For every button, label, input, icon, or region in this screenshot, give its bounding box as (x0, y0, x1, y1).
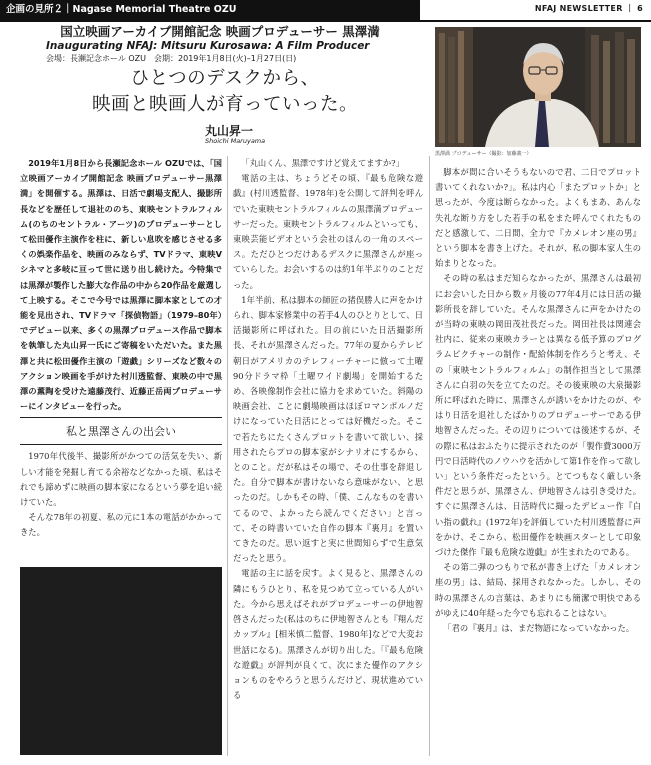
author-romaji: Shoichi Maruyama (205, 137, 266, 145)
portrait-photo (435, 27, 641, 147)
body-paragraph: その時の私はまだ知らなかったが、黒澤さんは最初にお会いした日から数ヶ月後の77年4月には日活の撮影所長を辞していた。そんな黒澤さんに声をかけたのが当時の東映の岡田茂社長だった。岡田社長は関連会社内に、従来の東映カラーとは異なる低予算のプログラムピクチャーの制作・配給体制を作ろうと考え、その「東映セントラルフィルム」の制作担当として黒澤さんに白羽の矢を立てたのだ。その後東映の大泉撮影所に呼ばれた時に、黒澤さんが誘いをかけたのが、やはり日活を退社したばかりのプロデューサーである伊地智さんだった。その辺りについては後述するが、その際に私はおふたりに提示されたのが「製作費3000万円で日活時代のノウハウを活かして第1作を作って欲しい」という条件だったという。とてつもなく厳しい条件だと思うが、黒澤さん、伊地智さんは引き受けた。すぐに黒澤さんは、日活時代に撮ったデビュー作『白い指の戯れ』(1972年)を評価していた村川透監督に声をかけ、そこから、松田優作を映画スターとして印象づけた傑作『最も危険な遊戯』が生まれたのである。 (435, 273, 641, 558)
photo-caption: 黒澤満 プロデューサー（撮影：加藤義一） (435, 151, 532, 157)
body-paragraph: 脚本が間に合いそうもないので君、二日でプロット書いてくれないか?」。私は内心「またプロットか」と思ったが、今度は断らなかった。よくもまあ、あんな失礼な断り方をした若手の私をまた呼んでくれたものだと感激して、二日間、全力で『カメレオン座の男』という脚本を書き上げた。それが、私の脚本家人生の始まりとなった。 (435, 167, 641, 269)
lead-paragraph: 2019年1月8日から長瀬記念ホール OZUでは、「国立映画アーカイブ開館記念 映画プロデューサー黒澤満」を開催する。黒澤は、日活で劇場支配人、撮影所長などを歴任して退社ののち、東映セントラルフィルム(のちのセントラル・アーツ)のプロデューサーとして松田優作主演作を柱に、新しい息吹を感じさせる多くの娯楽作品を、映画のみならず、TVドラマ、東映Vシネマと多岐に亘って世に送り出し続けた。今特集では黒澤が製作した膨大な作品の中から20作品を厳選して上映する。そこで今号では黒澤に脚本家としての才能を見出され、TVドラマ「探偵物語」（1979–80年）でデビュー以来、多くの黒澤プロデュース作品で脚本を執筆した丸山昇一氏にご寄稿をいただいた。また黒澤と共に松田優作主演の「遊戯」シリーズなど数々のアクション映画を手がけた村川透監督、東映の中で黒澤の薫陶を受けた遠藤茂行、近藤正岳両プロデューサーにインタビューを行った。 (20, 158, 222, 412)
body-paragraph: 「君の『裏月』は、まだ物語になっていなかった。 (443, 623, 635, 634)
body-paragraph: 「丸山くん、黒澤ですけど覚えてますか?」 (241, 158, 404, 168)
body-paragraph: 電話の主は、ちょうどその頃、『最も危険な遊戯』(村川透監督、1978年)を公開して評判を呼んでいた東映セントラルフィルムの黒澤満プロデューサーだった。東映セントラルフィルムといっても、東映芸能ビデオという会社のほんの一角のスペース。ただひとつだけあるデスクに黒澤さんが座っていらした。お会いするのは約1年半ぶりのことだった。 (233, 173, 423, 290)
column-3 (435, 165, 641, 636)
header-rule (0, 20, 651, 22)
section-tag: 企画の見所２｜Nagase Memorial Theatre OZU (6, 4, 237, 15)
column-divider (227, 156, 228, 756)
dark-image-panel (20, 567, 222, 755)
body-paragraph: 1年半前、私は脚本の師匠の猪俣勝人に声をかけられ、脚本家修業中の若手4人のひとりとして、日活撮影所に呼ばれた。目の前にいた日活撮影所長、それが黒澤さんだった。77年の夏からテレビ朝日がアメリカのテレフィーチャーに倣って土曜90分ドラマ枠「土曜ワイド劇場」を開始するため、各映像制作会社に協力を求めていた。斜陽の映画会社、ことに劇場映画はほぼロマンポルノだけになっていた日活にとっては好機だった。そこで若たちにたくさんプロットを書いて欲しい、採用されたらプロの脚本家がシナリオにするから、とのこと。だが私はその場で、その仕事を辞退した。自分で脚本が書けないなら意味がない、と思ったのだ。しかもその時、「僕、こんなものを書いてるので、よかったら読んでください」と言って、その時書いていた自作の脚本『裏月』を置いてきたのだ。思い返すと実に世間知らずで生意気だったと思う。 (233, 294, 423, 564)
headline (30, 66, 420, 118)
event-venue: 会場：長瀬記念ホール OZU 会期：2019年1月8日(火)–1月27日(日) (46, 54, 297, 63)
body-paragraph: そんな78年の初夏、私の元に1本の電話がかかってきた。 (20, 512, 222, 538)
headline-line-2: 映画と映画人が育っていった。 (91, 94, 358, 115)
body-paragraph: 電話の主に話を戻す。よく見ると、黒澤さんの隣にもうひとり、私を見つめて立っている人がいた。今から思えばそれがプロデューサーの伊地智啓さんだった(私はのちに伊地智さんとも『翔んだカップル』[相米慎二監督、1980年]などで大変お世話になる)。黒澤さんが切り出した。「『最も危険な遊戯』が評判が良くて、次にまた優作のアクションものをやろうと思うんだけど、現状進めている (233, 568, 423, 701)
author-name: 丸山昇一 (205, 124, 254, 138)
body-paragraph: その第二弾のつもりで私が書き上げた「カメレオン座の男」は、結局、採用されなかった。しかし、その時の黒澤さんの言葉は、あまりにも簡潔で明快であるがゆえに40年経った今でも忘れることはない。 (435, 562, 641, 618)
column-divider (429, 156, 430, 756)
body-paragraph: 1970年代後半、撮影所がかつての活気を失い、新しい才能を発掘し育てる余裕などなかった頃、私はそれでも諦めずに映画の脚本家になるという夢を追い続けていた。 (20, 451, 222, 508)
column-1 (20, 156, 222, 541)
section-header-bar (0, 0, 420, 20)
section-heading: 私と黒澤さんの出会い (20, 417, 222, 445)
column-2 (233, 156, 423, 703)
headline-line-1: ひとつのデスクから、 (130, 68, 320, 89)
newsletter-label: NFAJ NEWSLETTER ｜ 6 (534, 4, 643, 13)
portrait-illustration (435, 27, 641, 147)
event-subtitle: Inaugurating NFAJ: Mitsuru Kurosawa: A Film Producer (46, 40, 370, 52)
event-title-block (20, 24, 420, 65)
event-title: 国立映画アーカイブ開館記念 映画プロデューサー 黒澤満 (60, 24, 380, 39)
